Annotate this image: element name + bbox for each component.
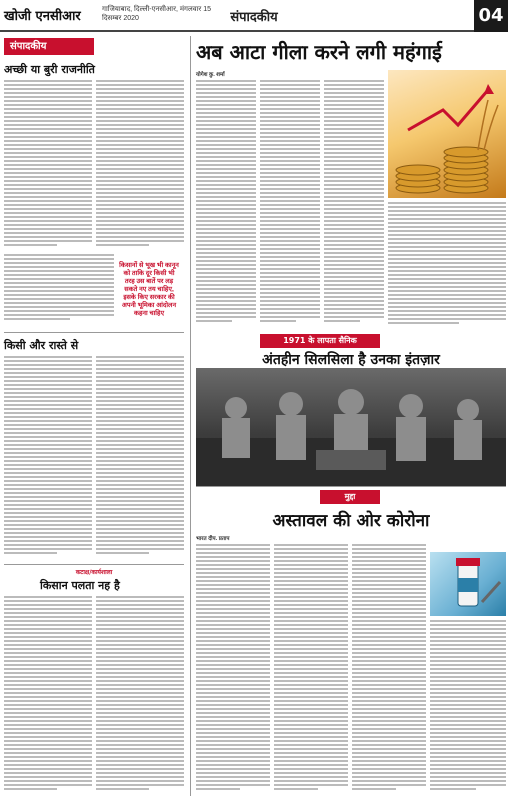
covid-headline: अस्तावल की ओर कोरोना [272,511,430,531]
covid-article-text-3 [352,544,426,796]
section-title: संपादकीय [230,10,278,25]
main-article-text-1 [196,80,256,330]
left-article-text-1 [4,80,92,250]
covid-byline: भारत दीप. प्रताप [196,536,230,542]
left-headline-2: किसी और रास्ते से [4,339,79,352]
story-1971-headline: अंतहीन सिलसिला है उनका इंतज़ार [262,352,440,368]
subsection-tag: कटाक्ष/कार्यशाला [75,569,113,576]
left-headline-1: अच्छी या बुरी राजनीति [4,63,95,76]
left-divider [4,332,184,333]
main-byline: योगेश कु. शर्मा [196,72,225,78]
newspaper-logo: खोजी एनसीआर [4,9,81,24]
covid-article-text-1 [196,544,270,796]
story-1971-tag: 1971 के लापता सैनिक [260,334,380,348]
left-article-text-2 [96,80,184,250]
column-divider [190,36,191,796]
main-headline: अब आटा गीला करने लगी महंगाई [196,40,442,64]
left-article-text-7 [96,596,184,796]
main-article-text-3 [324,80,384,330]
covid-tag: मुद्दा [320,490,380,504]
covid-article-text-2 [274,544,348,796]
left-article-text-6 [4,596,92,796]
page-number: 04 [474,0,508,32]
dateline: गाजियाबाद, दिल्ली-एनसीआर, मंगलवार 15 दिसम्बर 2020 [102,6,212,22]
covid-article-text-4 [430,620,506,796]
section-tag: संपादकीय [4,38,94,55]
pullquote: किसानों से भूख भी कानून को ताकि दूर किसी भी तरह उस बातें पर लड़ सकते नए तय चाहिए, इसके किए सरकार की अपनी भूमिका आंदोलन कहना चाहिए [119,262,179,317]
soldiers-photo [196,368,506,486]
masthead [0,0,508,32]
coins-and-wheat-icon [388,70,506,198]
left-article-text-4 [4,356,92,558]
left-article-text-3 [4,254,114,326]
left-article-text-5 [96,356,184,558]
covid-divider [196,486,506,487]
left-headline-3: किसान पलता नह है [40,579,120,592]
main-article-text-4 [388,202,506,330]
main-article-text-2 [260,80,320,330]
vaccine-vial-icon [430,552,506,616]
left-divider-2 [4,564,184,565]
